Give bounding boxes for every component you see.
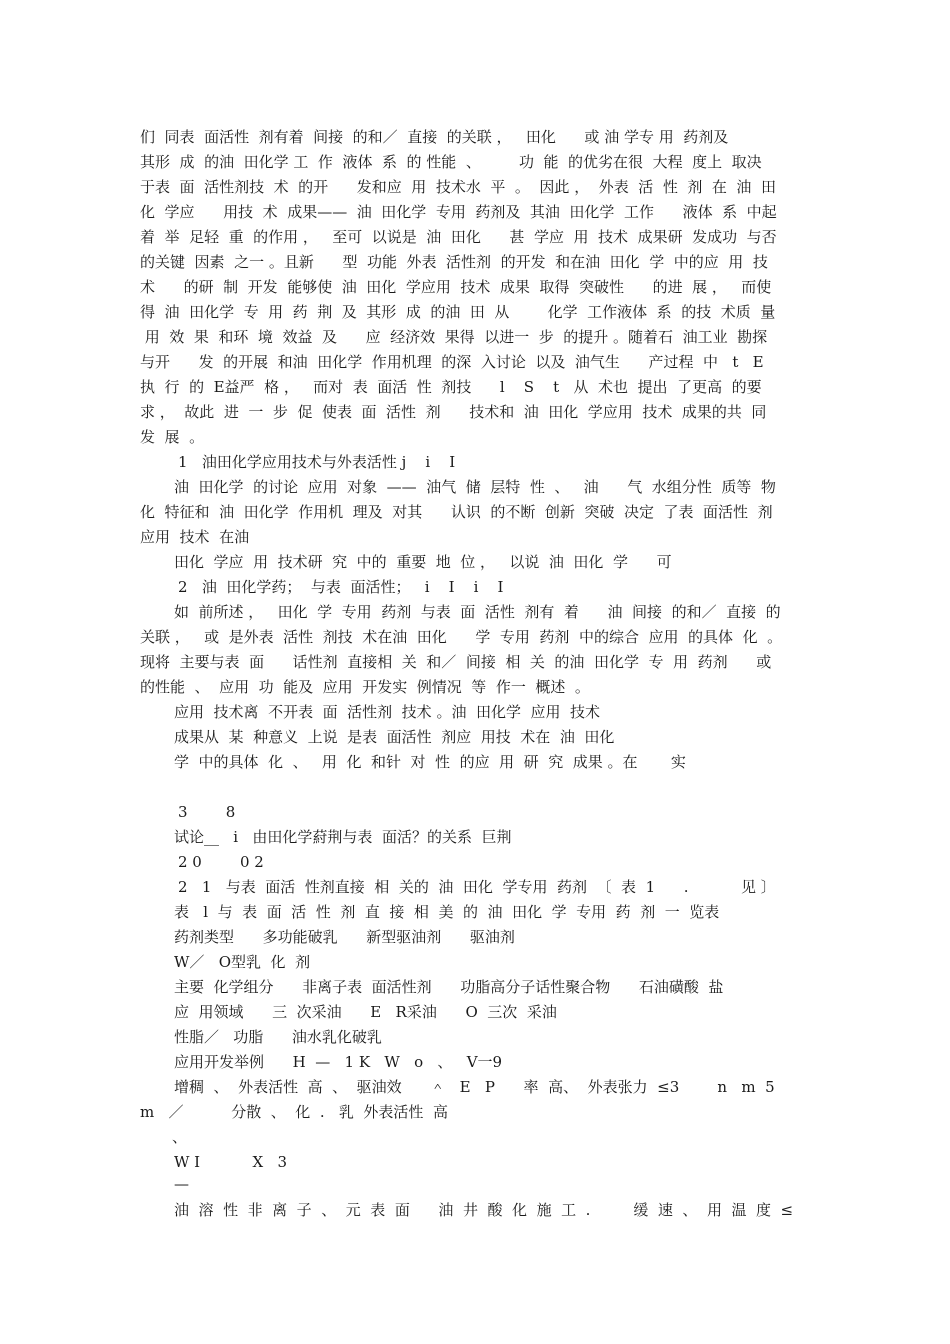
paragraph-line: 化 特征和 油 田化学 作用机 理及 对其 认识 的不断 创新 突破 决定 了表 面活性 剂 — [140, 503, 773, 521]
table-row: 、 — [172, 1128, 188, 1146]
section-heading: 2 1 与表 面活 性剂直接 相 关的 油 田化 学专用 药剂 〔 表 1 . 见 〕 — [178, 878, 776, 896]
table-row: W／ O型乳 化 剂 — [174, 953, 311, 971]
year-fragment: 2 0 0 2 — [178, 853, 264, 871]
paragraph-line: 成果从 某 种意义 上说 是表 面活性 剂应 用技 术在 油 田化 — [174, 728, 615, 746]
paragraph-line: 得 油 田化学 专 用 药 荆 及 其形 成 的油 田 从 化学 工作液体 系 的技 术质 量 — [140, 303, 776, 321]
paragraph-line: 化 学应 用技 术 成果—— 油 田化学 专用 药剂及 其油 田化学 工作 液体 系 中起 — [140, 203, 777, 221]
table-row: 性脂／ 功脂 油水乳化破乳 — [174, 1028, 382, 1046]
paragraph-line: 术 的研 制 开发 能够使 油 田化 学应用 技术 成果 取得 突破性 的进 展 ， 而使 — [140, 278, 772, 296]
table-row: 应 用领域 三 次采油 E R采油 O 三次 采油 — [174, 1003, 557, 1021]
paragraph-line: 如 前所述 ， 田化 学 专用 药剂 与表 面 活性 剂有 着 油 间接 的和／ 直接 的 — [174, 603, 781, 621]
section-heading: 1 油田化学应用技术与外表活性 j i I — [178, 453, 456, 471]
table-row: 主要 化学组分 非离子表 面活性剂 功脂高分子话性聚合物 石油磺酸 盐 — [174, 978, 724, 996]
paragraph-line: 用 效 果 和环 境 效益 及 应 经济效 果得 以进一 步 的提升 。随着石 油工业 勘探 — [140, 328, 768, 346]
page-number-fragment: 3 8 — [178, 803, 236, 821]
paragraph-line: 其形 成 的油 田化学 工 作 液体 系 的 性能 、 功 能 的优劣在很 大程 度上 取决 — [140, 153, 762, 171]
section-heading: 2 油 田化学药； 与表 面活性； i I i I — [178, 578, 504, 596]
paragraph-line: 着 举 足轻 重 的作用 ， 至可 以说是 油 田化 甚 学应 用 技术 成果研 发成功 与否 — [140, 228, 777, 246]
table-row: — — [174, 1175, 189, 1193]
table-row: m ／ 分散 、 化 . 乳 外表活性 高 — [140, 1103, 448, 1121]
table-row: 增稠 、 外表活性 高 、 驱油效 ＾ E P 率 高、 外表张力 ≤3 n m 5 — [174, 1078, 775, 1096]
paragraph-line: 发 展 。 — [140, 428, 205, 446]
paragraph-line: 油 田化学 的讨论 应用 对象 —— 油气 储 层特 性 、 油 气 水组分性 质等 物 — [174, 478, 776, 496]
paragraph-line: 的关键 因素 之一 。且新 型 功能 外表 活性剂 的开发 和在油 田化 学 中的应 用 技 — [140, 253, 768, 271]
paragraph-line: 的性能 、 应用 功 能及 应用 开发实 例情况 等 作一 概述 。 — [140, 678, 590, 696]
paragraph-line: 关联 ， 或 是外表 活性 剂技 术在油 田化 学 专用 药剂 中的综合 应用 的具体 化 。 — [140, 628, 783, 646]
paragraph-line: 于表 面 活性剂技 术 的开 发和应 用 技术水 平 。 因此 ， 外表 活 性 剂 在 油 田 — [140, 178, 776, 196]
paragraph-line: 田化 学应 用 技术研 究 中的 重要 地 位 ， 以说 油 田化 学 可 — [174, 553, 672, 571]
table-row: 药剂类型 多功能破乳 新型驱油剂 驱油剂 — [174, 928, 515, 946]
paragraph-line: 们 同表 面活性 剂有着 间接 的和／ 直接 的关联 ， 田化 或 油 学专 用 药剂及 — [140, 128, 729, 146]
table-caption: 表 l 与 表 面 活 性 剂 直 接 相 美 的 油 田化 学 专用 药 剂 一 览表 — [174, 903, 720, 921]
table-row: W I X 3 — [174, 1153, 288, 1171]
paragraph-line: 应用 技术离 不开表 面 活性剂 技术 。油 田化学 应用 技术 — [174, 703, 601, 721]
table-row: 油 溶 性 非 离 子 、 元 表 面 油 井 酸 化 施 工 . 缓 速 、 用 温 度 ≤ — [174, 1201, 794, 1219]
table-row: 应用开发举例 H — 1 K W o 、 V一9 — [174, 1053, 503, 1071]
paragraph-line: 求 ， 故此 进 一 步 促 使表 面 活性 剂 技术和 油 田化 学应用 技术 成果的共 同 — [140, 403, 767, 421]
paragraph-line: 现将 主要与表 面 话性剂 直接相 关 和／ 间接 相 关 的油 田化学 专 用 药剂 或 — [140, 653, 772, 671]
running-header: 试论__ i 由田化学葤荆与表 面活？的关系 巨荆 — [174, 828, 512, 846]
paragraph-line: 执 行 的 E益严 格 ， 而对 表 面活 性 剂技 l S t 从 术也 提出 了更高 的要 — [140, 378, 762, 396]
paragraph-line: 学 中的具体 化 、 用 化 和针 对 性 的应 用 研 究 成果 。在 实 — [174, 753, 686, 771]
paragraph-line: 应用 技术 在油 — [140, 528, 250, 546]
paragraph-line: 与开 发 的开展 和油 田化学 作用机理 的深 入讨论 以及 油气生 产过程 中 t E — [140, 353, 764, 371]
